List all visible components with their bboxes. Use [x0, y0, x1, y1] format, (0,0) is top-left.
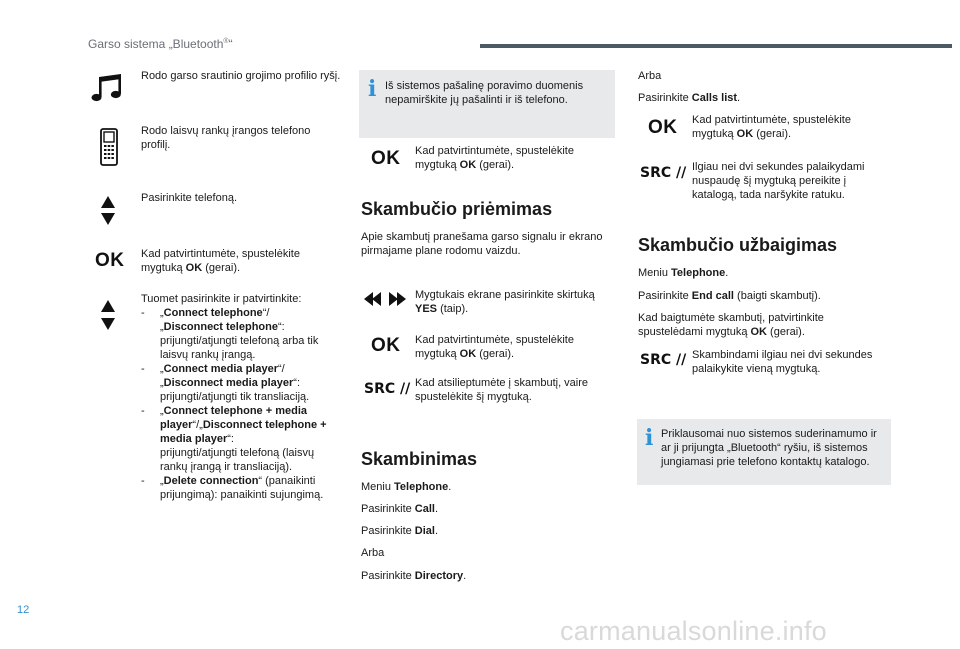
receive-call-text: Apie skambutį pranešama garso signalu ir ekrano pirmajame plane rodomu vaizdu. [361, 231, 603, 257]
long-press-end-text: Skambindami ilgiau nei dvi sekundes palaikykite vieną mygtuką. [692, 349, 873, 375]
src-button-icon: SRC // [640, 165, 687, 181]
page-header: Garso sistema „Bluetooth®“ [88, 37, 233, 51]
select-calls-list-text: Pasirinkite Calls list. [638, 92, 741, 104]
info-icon: i [645, 425, 654, 451]
ok-button-icon: OK [648, 117, 678, 138]
select-yes-text: Mygtukais ekrane pasirinkite skirtuką YES (taip). [415, 289, 595, 315]
header-bar [480, 44, 952, 48]
info-text: Priklausomai nuo sistemos suderinamumo ir ar ji prijungta „Bluetooth“ ryšiu, iš sistemos jungiamasi prie telefono kontaktų katalogo. [661, 428, 877, 468]
list-bullet: - [141, 307, 145, 319]
select-dial-text: Pasirinkite Dial. [361, 525, 439, 537]
left-right-arrows-icon [364, 292, 406, 306]
end-call-confirm-text: Kad baigtumėte skambutį, patvirtinkite spustelėdami mygtuką OK (gerai). [638, 312, 824, 338]
arrow-up-icon [101, 300, 115, 312]
long-press-directory-text: Ilgiau nei dvi sekundes palaikydami nuspaudę šį mygtuką pereikite į katalogą, tada naršykite ratuku. [692, 161, 865, 201]
handsfree-profile-text: Rodo laisvų rankų įrangos telefono profilį. [141, 125, 311, 151]
arrow-down-icon [101, 213, 115, 225]
menu-telephone-text: Meniu Telephone. [361, 481, 452, 493]
list-item: „Connect media player“/ „Disconnect media player“: prijungti/atjungti tik transliaciją. [160, 363, 310, 403]
info-text: Iš sistemos pašalinę poravimo duomenis nepamirškite jų pašalinti ir iš telefono. [385, 80, 584, 106]
confirm-ok-text: Kad patvirtintumėte, spustelėkite mygtuką OK (gerai). [141, 248, 300, 274]
select-directory-text: Pasirinkite Directory. [361, 570, 467, 582]
page-number: 12 [17, 604, 30, 616]
streaming-profile-text: Rodo garso srautinio grojimo profilio ryšį. [141, 70, 341, 82]
info-icon: i [368, 76, 377, 102]
connection-options-intro: Tuomet pasirinkite ir patvirtinkite: [141, 293, 302, 305]
confirm-ok-text: Kad patvirtintumėte, spustelėkite mygtuką OK (gerai). [415, 334, 574, 360]
music-note-icon [90, 73, 124, 103]
watermark: carmanualsonline.info [560, 616, 827, 646]
section-title-end-call: Skambučio užbaigimas [638, 235, 838, 255]
select-phone-text: Pasirinkite telefoną. [141, 192, 237, 204]
list-item: „Connect telephone + media player“/„Disconnect telephone + media player“: prijungti/atjungti telefoną (laisvų rankų įrangą ir transliaciją). [160, 405, 327, 473]
list-item: „Delete connection“ (panaikinti prijungimą): panaikinti sujungimą. [160, 475, 324, 501]
arrow-up-icon [101, 196, 115, 208]
confirm-ok-text: Kad patvirtintumėte, spustelėkite mygtuką OK (gerai). [692, 114, 851, 140]
list-item: „Connect telephone“/ „Disconnect telephone“: prijungti/atjungti telefoną arba tik laisvų rankų įrangą. [160, 307, 319, 361]
section-title-receive-call: Skambučio priėmimas [361, 199, 553, 219]
mobile-phone-icon [100, 128, 118, 166]
ok-button-icon: OK [95, 250, 125, 271]
select-call-text: Pasirinkite Call. [361, 503, 439, 515]
answer-call-text: Kad atsilieptumėte į skambutį, vaire spustelėkite šį mygtuką. [415, 377, 589, 403]
select-end-call-text: Pasirinkite End call (baigti skambutį). [638, 290, 821, 302]
list-bullet: - [141, 363, 145, 375]
telephone-slash-icon: // [400, 381, 411, 397]
ok-button-icon: OK [371, 335, 401, 356]
telephone-slash-icon: // [676, 165, 687, 181]
confirm-ok-text: Kad patvirtintumėte, spustelėkite mygtuką OK (gerai). [415, 145, 574, 171]
section-title-make-call: Skambinimas [361, 449, 478, 469]
src-button-icon: SRC // [364, 381, 411, 397]
ok-button-icon: OK [371, 148, 401, 169]
list-bullet: - [141, 405, 145, 417]
menu-telephone-text: Meniu Telephone. [638, 267, 729, 279]
telephone-slash-icon: // [676, 352, 687, 368]
or-text: Arba [638, 70, 662, 82]
list-bullet: - [141, 475, 145, 487]
src-button-icon: SRC // [640, 352, 687, 368]
arrow-down-icon [101, 318, 115, 330]
or-text: Arba [361, 547, 385, 559]
